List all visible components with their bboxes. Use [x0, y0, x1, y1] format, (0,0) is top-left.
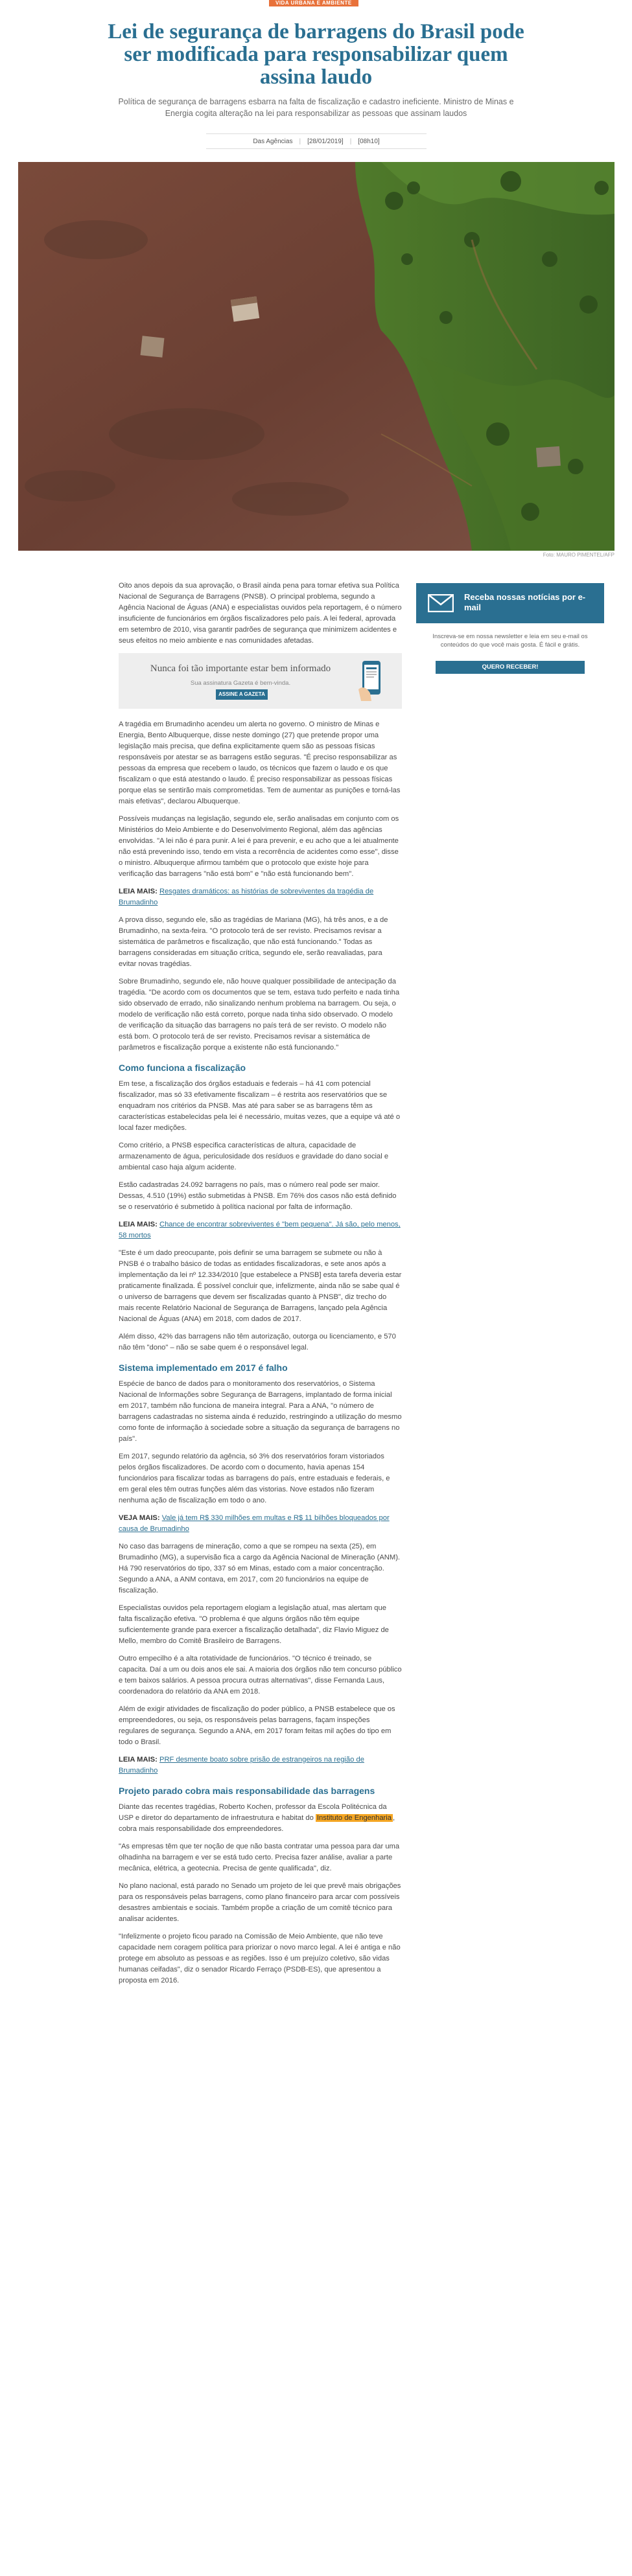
top-bar — [0, 0, 632, 6]
paragraph: Oito anos depois da sua aprovação, o Brasil ainda pena para tornar efetiva sua Política Nacional de Segurança de Barragens (PNSB). O principal problema, segundo a Agência Nacional de Águas (ANA) e especialistas ouvidos pela reportagem, é o número insuficiente de funcionários em órgãos fiscalizadores pelo país. A lei federal, aprovada em setembro de 2010, visa garantir padrões de segurança que minimizem acidentes e seus efeitos no meio ambiente e nas comunidades afetadas. — [119, 582, 402, 645]
paragraph: No caso das barragens de mineração, como a que se rompeu na sexta (25), em Brumadinho (MG), a supervisão fica a cargo da Agência Nacional de Mineração (ANM). Há 790 reservatórios do tipo, 337 só em Minas, estado com a maior concentração. Segundo a ANA, a ANM contava, em 2017, com 20 funcionários na equipe de fiscalização. — [119, 1543, 401, 1594]
paragraph: "Este é um dado preocupante, pois definir se uma barragem se submete ou não à PNSB é o trabalho básico de todas as entidades fiscalizadoras, e sete anos após a implementação da lei nº 12.334/2010 [que estabelece a PNSB] esta tarefa deveria estar praticamente finalizada. É possível concluir que, infelizmente, ainda não se sabe qual é o universo de barragens que devem ser fiscalizadas quanto à PNSB", diz trecho do mais recente Relatório Nacional de Segurança de Barragens, lançado pela Agência Nacional de Águas (ANA) em 2018, com dados de 2017. — [119, 1249, 402, 1323]
article-subhead: Política de segurança de barragens esbarra na falta de fiscalização e cadastro ineficiente. Ministro de Minas e Energia cogita alteração na lei para responsabilizar as pessoas que assinam laudos — [118, 97, 514, 118]
paragraph: A prova disso, segundo ele, são as tragédias de Mariana (MG), há três anos, e a de Brumadinho, na sexta-feira. "O protocolo terá de ser revisto. Precisamos revisar a sistemática de parâmetros e fiscalização, que não está funcionando." Todas as barragens consideradas em situação crítica, segundo ele, serão reavaliadas, para evitar novas tragédias. — [119, 916, 388, 968]
aerial-mud-photo — [18, 162, 614, 551]
section-heading: Projeto parado cobra mais responsabilidade das barragens — [119, 1786, 375, 1796]
subscription-promo — [119, 653, 402, 709]
article-body — [119, 581, 402, 1993]
newsletter-text: Inscreva-se em nossa newsletter e leia em seu e-mail os conteúdos do que você mais gosta. É fácil e grátis. — [432, 633, 588, 649]
article-source: Das Agências — [253, 137, 293, 145]
read-more — [119, 1754, 402, 1777]
newsletter-widget — [416, 583, 604, 693]
paragraph: "As empresas têm que ter noção de que não basta contratar uma pessoa para dar uma olhadinha na barragem e ver se está tudo certo. Precisa fazer análise, avaliar a parte mecânica, elétrica, a geotecnia. Precisa de gente qualificada", diz. — [119, 1843, 400, 1872]
meta-separator: | — [299, 137, 301, 145]
paragraph: Sobre Brumadinho, segundo ele, não houve qualquer possibilidade de antecipação da tragédia. "De acordo com os documentos que se tem, estava tudo perfeito e nada tinha sido observado de errado, não sinalizando nenhum problema na barragem. Ou seja, o modelo de verificação não está correto, porque nada tinha sido observado. O modelo de verificação da situação das barragens no país terá de ser revisto. O modelo não está bom. O protocolo terá de ser revisto. Precisamos revisar a sistemática de parâmetros e fiscalização porque a existente não está funcionando." — [119, 978, 400, 1052]
article-meta — [206, 133, 427, 149]
meta-separator: | — [349, 137, 352, 145]
read-more-label: LEIA MAIS: — [119, 1756, 158, 1764]
paragraph: Além disso, 42% das barragens não têm autorização, outorga ou licenciamento, e 570 não têm "dono" – não se sabe quem é o responsável legal. — [119, 1333, 396, 1351]
read-more-label: VEJA MAIS: — [119, 1514, 160, 1522]
photo-credit: Foto: MAURO PIMENTEL/AFP — [543, 552, 614, 558]
newsletter-title: Receba nossas notícias por e-mail — [464, 592, 586, 612]
hero-photo — [18, 162, 614, 551]
newsletter-header — [416, 583, 604, 623]
article-date: [28/01/2019] — [307, 137, 344, 145]
highlighted-text: Instituto de Engenharia — [316, 1814, 392, 1822]
newsletter-subscribe-button[interactable]: QUERO RECEBER! — [436, 661, 585, 674]
paragraph — [119, 1802, 402, 1835]
promo-subtitle: Sua assinatura Gazeta é bem-vinda. — [190, 680, 291, 687]
read-more-link[interactable]: Resgates dramáticos: as histórias de sobreviventes da tragédia de Brumadinho — [119, 888, 374, 906]
article-time: [08h10] — [358, 137, 380, 145]
paragraph: Estão cadastradas 24.092 barragens no país, mas o número real pode ser maior. Dessas, 4.510 (19%) estão submetidas à PNSB. Em 76% dos casos não está definido se o reservatório é submetido à política nacional por falta de informação. — [119, 1181, 397, 1211]
paragraph: Outro empecilho é a alta rotatividade de funcionários. "O técnico é treinado, se capacita. Daí a um ou dois anos ele sai. A maioria dos órgãos não tem concurso público e tem baixos salários. A pessoa procura outras alternativas", disse Fernanda Laus, coordenadora do relatório da ANA em 2018. — [119, 1655, 402, 1696]
read-more — [119, 886, 402, 908]
paragraph: Como critério, a PNSB especifica características de altura, capacidade de armazenamento de água, periculosidade dos resíduos e gravidade do dano social e ambiental caso haja algum acidente. — [119, 1142, 389, 1171]
section-heading: Sistema implementado em 2017 é falho — [119, 1363, 288, 1373]
paragraph: No plano nacional, está parado no Senado um projeto de lei que prevê mais obrigações para os responsáveis pelas barragens, como plano financeiro para arcar com possíveis desastres ambientais e sociais. Também propõe a criação de um comitê técnico para analisar acidentes. — [119, 1882, 401, 1923]
paragraph: Especialistas ouvidos pela reportagem elogiam a legislação atual, mas alertam que falta fiscalização efetiva. "O problema é que alguns órgãos não têm equipe suficientemente grande para exercer a fiscalização detalhada", diz Flavio Miguez de Mello, membro do Comitê Brasileiro de Barragens. — [119, 1604, 389, 1645]
read-more-label: LEIA MAIS: — [119, 1221, 158, 1228]
paragraph: A tragédia em Brumadinho acendeu um alerta no governo. O ministro de Minas e Energia, Bento Albuquerque, disse neste domingo (27) que pretende propor uma legislação mais precisa, que defina explicitamente quem são as pessoas físicas responsáveis por atestar se as barragens estão seguras. "É preciso responsabilizar as pessoas da empresa que recebem o laudo, os técnicos que fazem o laudo e os que fiscalizam o que está atestando o laudo. É preciso responsabilizar as pessoas físicas porque elas se sentirão mais comprometidas. Tem de aumentar as punições e torná-las mais efetivas", declarou Albuquerque. — [119, 720, 401, 805]
paragraph: "Infelizmente o projeto ficou parado na Comissão de Meio Ambiente, que não teve capacidade nem coragem política para priorizar o novo marco legal. A lei é antiga e não protege em absoluto as pessoas e as regiões. Isso é um prejuízo coletivo, são vidas humanas ceifadas", diz o senador Ricardo Ferraço (PSDB-ES), que apresentou a proposta em 2016. — [119, 1933, 401, 1984]
read-more-link[interactable]: Chance de encontrar sobreviventes é "bem pequena". Já são, pelo menos, 58 mortos — [119, 1221, 401, 1239]
paragraph: Possíveis mudanças na legislação, segundo ele, serão analisadas em conjunto com os Ministérios do Meio Ambiente e do Desenvolvimento Regional, além das agências envolvidas. "A lei não é para punir. A lei é para prevenir, e eu acho que a lei atualmente não está prevenindo isso, tendo em vista a recorrência de acidentes como esse", disse o ministro. Albuquerque afirmou também que o protocolo que existe hoje para verificação das barragens "não está bom" e "não está funcionando bem". — [119, 815, 399, 878]
smartphone-icon — [358, 660, 384, 702]
paragraph: Em 2017, segundo relatório da agência, só 3% dos reservatórios foram vistoriados pelos órgãos fiscalizadores. De acordo com o documento, havia apenas 154 funcionários para fiscalizar todas as barragens do país, entre estaduais e federais, e em geral eles têm outras funções além das vistorias. Nove estados não fizeram nenhuma ação de fiscalização em todo o ano. — [119, 1453, 390, 1504]
envelope-icon — [428, 594, 454, 612]
paragraph-text: , cobra mais responsabilidade dos empreendedores. — [119, 1814, 395, 1833]
article-headline: Lei de segurança de barragens do Brasil pode ser modificada para responsabilizar quem assina laudo — [108, 20, 524, 89]
paragraph: Em tese, a fiscalização dos órgãos estaduais e federais – há 41 com potencial fiscalizador, mas só 33 efetivamente fiscalizam – é restrita aos reservatórios que se enquadram nos critérios da PNSB. Mas até para saber se as barragens têm as características estabelecidas pela lei é necessário, muitas vezes, que a equipe vá até o local fazer medições. — [119, 1080, 401, 1132]
promo-title: Nunca foi tão importante estar bem informado — [150, 663, 331, 674]
paragraph-text: Diante das recentes tragédias, Roberto Kochen, professor da Escola Politécnica da USP e diretor do departamento de infraestrutura e habitat do — [119, 1803, 387, 1822]
read-more-label: LEIA MAIS: — [119, 888, 158, 895]
read-more — [119, 1513, 402, 1535]
subscribe-button[interactable]: ASSINE A GAZETA — [216, 689, 268, 700]
section-kicker[interactable]: VIDA URBANA E AMBIENTE — [269, 0, 358, 6]
paragraph: Além de exigir atividades de fiscalização do poder público, a PNSB estabelece que os empreendedores, ou seja, os responsáveis pelas barragens, façam inspeções regulares de segurança. Segundo a ANA, em 2017 foram feitas mil ações do tipo em todo o Brasil. — [119, 1705, 395, 1746]
read-more-link[interactable]: Vale já tem R$ 330 milhões em multas e R$ 11 bilhões bloqueados por causa de Brumadinho — [119, 1514, 390, 1533]
section-heading: Como funciona a fiscalização — [119, 1063, 246, 1073]
read-more-link[interactable]: PRF desmente boato sobre prisão de estrangeiros na região de Brumadinho — [119, 1756, 364, 1775]
paragraph: Espécie de banco de dados para o monitoramento dos reservatórios, o Sistema Nacional de Informações sobre Segurança de Barragens, implantado de forma inicial em 2017, também não funciona de maneira integral. Para a ANA, "o número de barragens cadastradas no sistema ainda é reduzido, restringindo a utilização do mesmo como fonte de informação à sociedade sobre a situação da segurança de barragens no país". — [119, 1380, 402, 1443]
read-more — [119, 1219, 402, 1241]
